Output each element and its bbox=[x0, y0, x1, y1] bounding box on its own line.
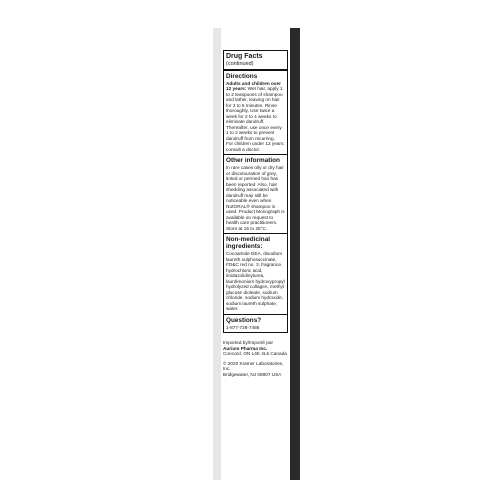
importer-address: Concord, ON L4K 4L6 Canada bbox=[223, 351, 287, 357]
directions-adults-label: Adults and children over 12 years: bbox=[226, 80, 281, 91]
other-information-heading: Other information bbox=[226, 157, 280, 164]
questions-phone: 1-877-728-7486 bbox=[226, 324, 260, 330]
importer-company: Aurium Pharma Inc. bbox=[223, 345, 268, 351]
directions-adults-text: Wet hair, apply 1 to 2 teaspoons of shampoo and lather, leaving on hair for 3 to 5 minutes. Rinse thoroughly. Use twice a week for 2 to 4 weeks to eliminate dandruff. Thereafter, use once every 1 to 2 weeks to prevent dandruff from recurring. bbox=[226, 86, 283, 141]
directions-heading: Directions bbox=[226, 72, 258, 80]
non-medicinal-heading: Non-medicinal ingredients: bbox=[226, 236, 271, 250]
directions-children: For children under 12 years: consult a doctor. bbox=[226, 141, 285, 152]
drug-facts-header bbox=[224, 51, 287, 71]
label-panel bbox=[221, 50, 290, 462]
other-information-text: In rare cases oily or dry hair or discolouration of grey, tinted or permed hair has been reported. Also, hair shedding associated with dandruff may still be noticeable even when NIZORAL® shampoo is used. Product Monograph is available on request to health care practitioners. Store at 15 to 25°C. bbox=[226, 165, 285, 231]
directions-section bbox=[224, 71, 287, 156]
importer-footer bbox=[223, 340, 288, 378]
box-left-edge bbox=[213, 28, 221, 480]
copyright-line: © 2020 Kramer Laboratories, Inc. bbox=[223, 360, 284, 372]
imported-by-label: Imported by/Importé par bbox=[223, 340, 274, 345]
manufacturer-city: Bridgewater, NJ 08807 USA bbox=[223, 371, 282, 377]
directions-adults bbox=[226, 81, 285, 142]
other-information-section bbox=[224, 155, 287, 234]
questions-heading: Questions? bbox=[226, 316, 262, 324]
non-medicinal-section bbox=[224, 234, 287, 315]
directions-body bbox=[226, 81, 285, 153]
non-medicinal-text: Cocoamide DEA, disodium laureth sulphosuccinate, FD&C red no. 3, fragrance, hydrochloric acid, imidazolidinylurea, laurdimonium hydroxypropyl hydrolyzed collagen, methyl glucose dioleate, sodium chloride, sodium hydroxide, sodium laureth sulphate, water. bbox=[226, 251, 285, 311]
box-right-edge bbox=[290, 28, 300, 480]
questions-section bbox=[224, 315, 287, 333]
drug-facts-subtitle: (continued) bbox=[226, 60, 254, 67]
drug-facts-box bbox=[223, 50, 288, 333]
drug-facts-title: Drug Facts bbox=[226, 53, 263, 60]
